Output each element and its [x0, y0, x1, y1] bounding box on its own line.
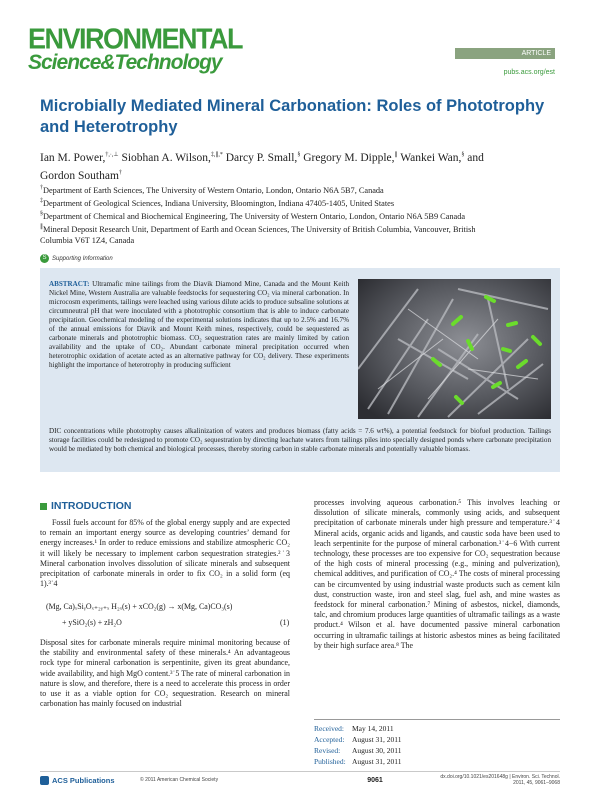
abstract-text-continued: DIC concentrations while phototrophy causes alkalinization of waters and produces biomass (fatty acids = 7.6 wt%), a potential feedstock for biofuel production. Tailings storage facilities could be redesigned to promote CO₂ sequestration by directing leachate waters from tailings piles into specially designed ponds where carbonate precipitation would be mediated by both chemical and biological processes, thereby storing carbon in stable carbonate minerals and potentially valuable biomass. — [49, 427, 551, 454]
acs-hexagon-icon — [40, 776, 49, 785]
author-mark: † — [118, 169, 122, 176]
author[interactable]: Gregory M. Dipple, — [303, 151, 395, 164]
author[interactable]: Darcy P. Small, — [225, 151, 298, 164]
date-row: Received: May 14, 2011 — [314, 724, 394, 733]
affiliation: ∥Mineral Deposit Research Unit, Department of Earth and Ocean Sciences, The University of British Columbia, Vancouver, British Columbia V6T 1Z4, Canada — [40, 224, 476, 245]
journal-site-link[interactable]: pubs.acs.org/est — [503, 69, 555, 76]
equation-line-1: (Mg, Ca)ₓSiᵧOₓ₊₂ᵧ₊ₓ H₂ₓ(s) + xCO₂(g) → x(Mg, Ca)CO₃(s) — [46, 602, 233, 611]
equation-number: (1) — [280, 618, 290, 627]
supporting-information-link[interactable] — [40, 254, 113, 263]
intro-paragraph-right: processes involving aqueous carbonation.⁵ This involves leaching or dissolution of silicate minerals, commonly using acids, and subsequent precipitation of carbonate minerals under high pressure and temperature.³˙4 Mineral acids, organic acids and ligands, and caustic soda have been used to leach serpentinite for the purpose of mineral carbonation.³˙4−6 With current technology, these processes are too expensive for CO₂ sequestration because of the high costs of mineral processing (e.g., mining and pulverization), chemical additives, and purification of CO₂.⁴ The costs of mineral processing can be circumvented by using industrial waste products such as cement kiln dust, construction waste, iron and steel slag, fuel ash, and mine wastes as feedstock for mineral carbonation.⁷ Mining of asbestos, nickel, diamonds, talc, and chromium produces large quantities of ultramafic tailings as a waste product.⁴ Wilson et al. have documented passive mineral carbonation occurring in ultramafic tailings at historic asbestos mines as being facilitated by their high surface area.⁸ The — [314, 498, 560, 650]
date-row: Revised: August 30, 2011 — [314, 746, 402, 755]
section-heading-introduction: INTRODUCTION — [40, 500, 132, 512]
journal-logo-science-technology: Science&Technology — [28, 51, 222, 74]
author-mark: § — [461, 152, 465, 158]
date-row: Accepted: August 31, 2011 — [314, 735, 402, 744]
abstract-graphic-image — [358, 279, 551, 419]
equation-line-2: + ySiO₂(s) + zH₂O — [62, 618, 122, 627]
author-mark: § — [297, 152, 301, 158]
supporting-info-icon: S — [40, 254, 49, 263]
page-footer — [40, 771, 560, 788]
article-dates — [314, 719, 560, 767]
supporting-info-label: Supporting Information — [52, 255, 113, 262]
author-list — [40, 148, 560, 184]
author[interactable]: Gordon Southam — [40, 169, 119, 182]
author-mark: †,·,⊥ — [105, 152, 119, 158]
acs-publications-logo[interactable]: ACS Publications — [40, 776, 140, 785]
article-type-badge: ARTICLE — [455, 48, 555, 59]
section-marker-icon — [40, 503, 47, 510]
page-number: 9061 — [367, 776, 383, 784]
date-row: Published: August 31, 2011 — [314, 757, 402, 766]
intro-paragraph-2: Disposal sites for carbonate minerals require minimal monitoring because of the stability and environmental safety of these minerals.⁴ An advantageous rock type for mineral carbonation is serpentinite, given its great abundance, wide availability, and high MgO content.³˙5 The rate of mineral carbonation in nature is slow, and therefore, there is a need to accelerate this process in order to use it as a viable option for CO₂ sequestration. Research on mineral carbonation has mainly focused on industrial — [40, 638, 290, 709]
affiliation: §Department of Chemical and Biochemical Engineering, The University of Western Ontario, London, Ontario N6A 5B9 Canada — [40, 211, 466, 221]
doi-citation[interactable]: dx.doi.org/10.1021/es201648g | Environ. Sci. Technol. 2011, 45, 9061–9068 — [440, 774, 560, 786]
author-mark: ‡,∥,* — [210, 152, 223, 158]
affiliation: †Department of Earth Sciences, The University of Western Ontario, London, Ontario N6A 5B7, Canada — [40, 185, 384, 195]
abstract-text: ABSTRACT: Ultramafic mine tailings from the Diavik Diamond Mine, Canada and the Mount Keith Nickel Mine, Western Australia are valuable feedstocks for sequestering CO₂ via mineral carbonation. In microcosm experiments, tailings were leached using various dilute acids to produce subsaline solutions at circumneutral pH that were inoculated with a phototrophic consortium that is able to induce carbonate precipitation. Geochemical modeling of the experimental solutions indicates that up to 2.5% and 16.7% of the annual emissions for Diavik and Mount Keith mines, respectively, could be sequestered as carbonate minerals and phototrophic biomass. CO₂ sequestration rates are mainly limited by cation availability and the uptake of CO₂. Abundant carbonate mineral precipitation occurred when heterotrophic oxidation of acetate acted as an alternative pathway for CO₂ delivery. These experiments highlight the importance of heterotrophy in producing sufficient — [49, 280, 349, 370]
author-mark: ∥ — [394, 152, 398, 158]
author[interactable]: Ian M. Power, — [40, 151, 106, 164]
author-conjunction: and — [467, 151, 484, 164]
affiliation: ‡Department of Geological Sciences, Indiana University, Bloomington, Indiana 47405-1405, United States — [40, 198, 395, 208]
intro-paragraph-1: Fossil fuels account for 85% of the global energy supply and are expected to remain an important energy source as developing countries’ demand for energy increases.¹ In order to reduce emissions and stabilize atmospheric CO₂ it will likely be necessary to implement carbon sequestration strategies.²˙3 Mineral carbonation involves dissolution of silicate minerals and subsequent precipitation of carbonate minerals in order to fix CO₂ in a solid form (eq 1).³˙4 — [40, 518, 290, 589]
article-title: Microbially Mediated Mineral Carbonation: Roles of Phototrophy and Heterotrophy — [40, 97, 545, 136]
journal-logo-environmental: ENVIRONMENTAL — [28, 23, 242, 55]
author[interactable]: Wankei Wan, — [400, 151, 462, 164]
author[interactable]: Siobhan A. Wilson, — [121, 151, 211, 164]
copyright: © 2011 American Chemical Society — [140, 777, 219, 783]
